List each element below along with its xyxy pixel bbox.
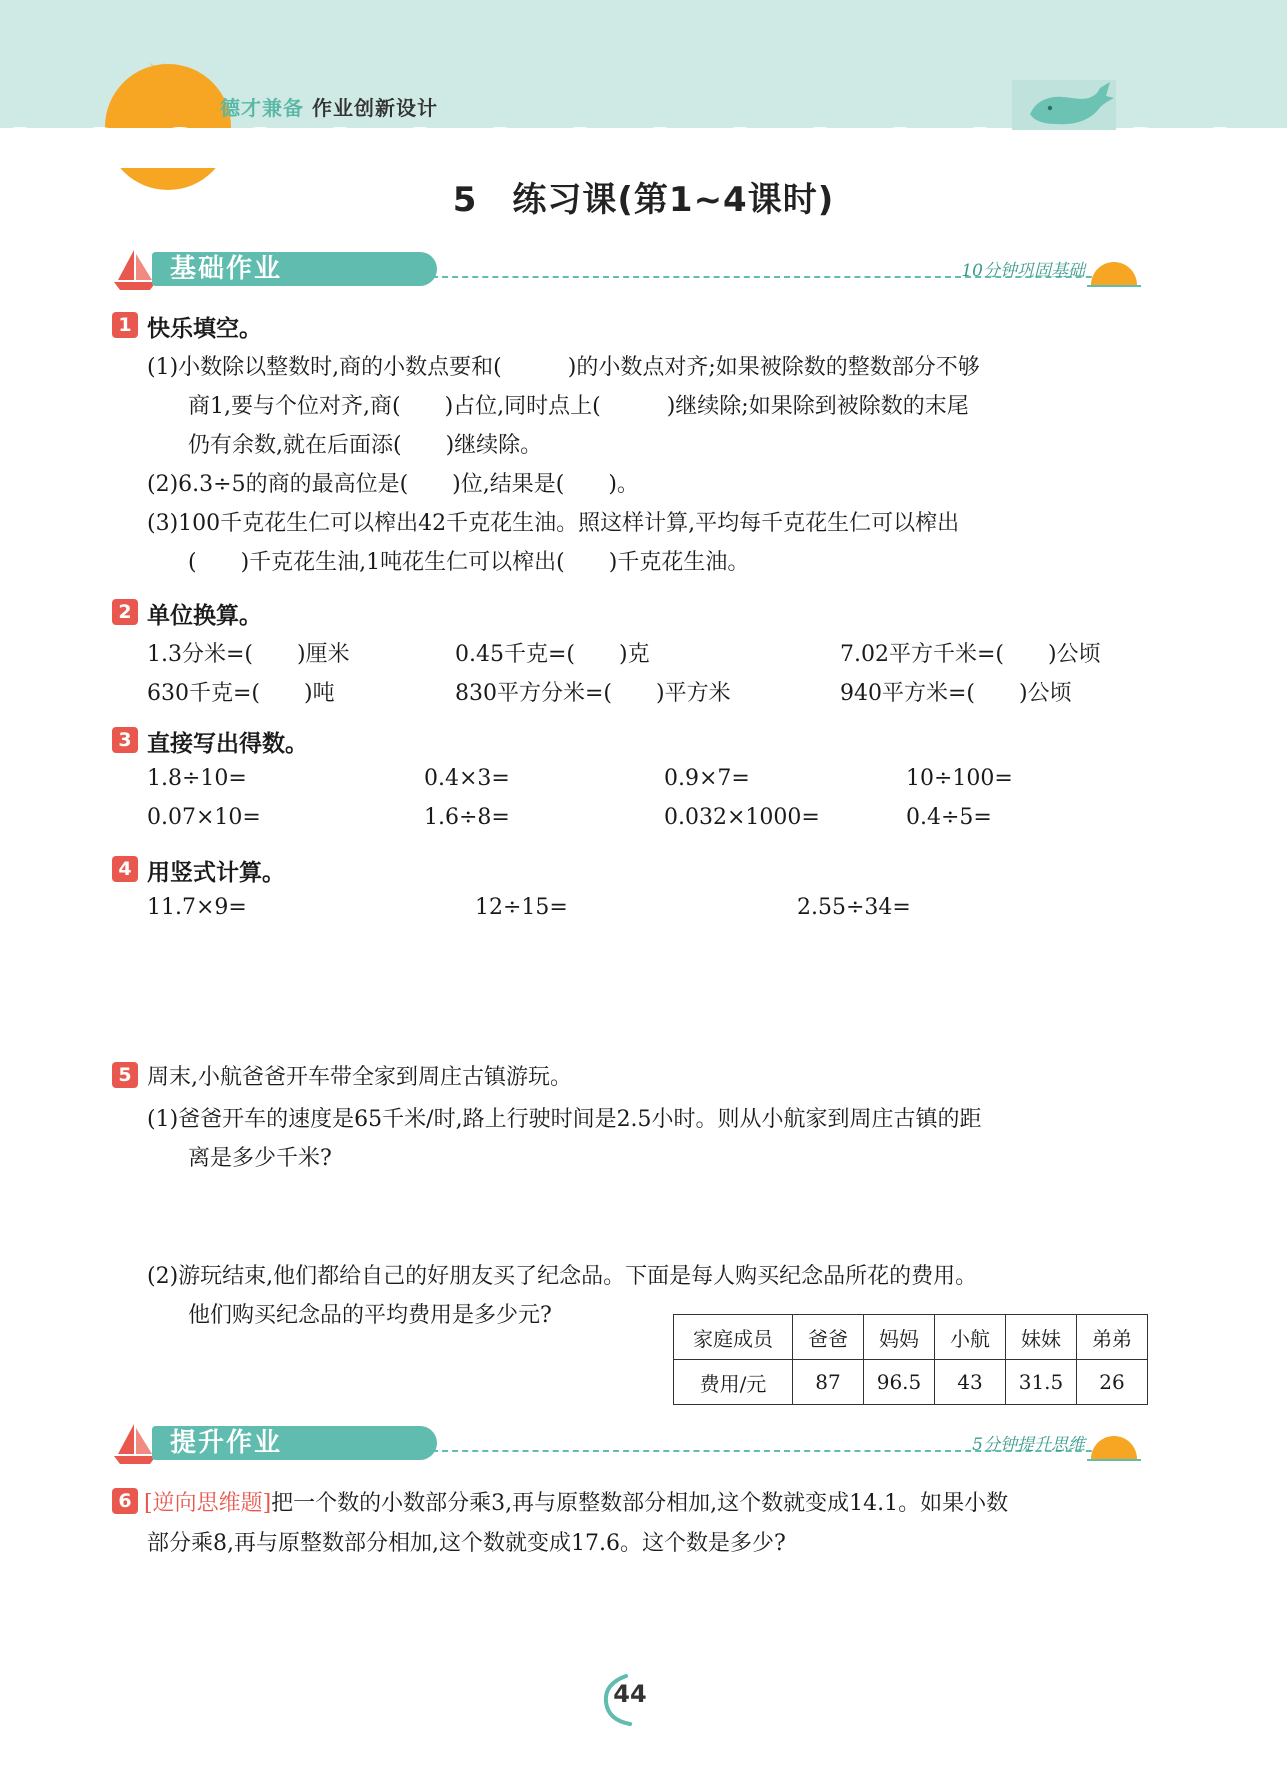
q1-line: ( )千克花生油,1吨花生仁可以榨出( )千克花生油。 [188,550,750,575]
q6-line [144,1486,1008,1517]
table-row [674,1315,1148,1360]
question-title: 用竖式计算。 [147,860,285,886]
table-cell: 小航 [935,1315,1006,1360]
page-number: 44 [613,1680,647,1708]
question-number: 2 [112,599,138,625]
question-number: 5 [112,1062,138,1088]
q1-line: (3)100千克花生仁可以榨出42千克花生油。照这样计算,平均每千克花生仁可以榨出 [147,511,960,536]
conversion-item: 1.3分米=( )厘米 [147,642,350,667]
q5-intro: 周末,小航爸爸开车带全家到周庄古镇游玩。 [147,1065,572,1090]
question-title: 快乐填空。 [147,316,262,342]
q5-part1-line: 离是多少千米? [188,1146,332,1171]
table-header-cell: 费用/元 [674,1360,793,1405]
table-row [674,1360,1148,1405]
banner-label: 提升作业 [170,1428,283,1458]
calc-item: 1.8÷10= [147,766,247,791]
sunset-horizon [1087,1459,1141,1461]
calc-item: 0.032×1000= [664,805,820,830]
table-cell: 妹妹 [1006,1315,1077,1360]
q6-text: 把一个数的小数部分乘3,再与原整数部分相加,这个数就变成14.1。如果小数 [271,1491,1009,1516]
section-banner-basic [112,246,1147,292]
vertical-calc-item: 2.55÷34= [797,895,911,920]
conversion-item: 630千克=( )吨 [147,681,335,706]
sunset-icon [1091,1436,1137,1459]
question-number: 6 [112,1488,138,1514]
calc-item: 0.07×10= [147,805,261,830]
table-cell: 96.5 [864,1360,935,1405]
whale-icon [1010,74,1120,134]
table-cell: 妈妈 [864,1315,935,1360]
table-header-cell: 家庭成员 [674,1315,793,1360]
q5-part2-line: 他们购买纪念品的平均费用是多少元? [188,1303,552,1328]
brand [220,92,438,121]
q6-line: 部分乘8,再与原整数部分相加,这个数就变成17.6。这个数是多少? [147,1531,786,1556]
sunset-horizon [1087,285,1141,287]
q5-part1-line: (1)爸爸开车的速度是65千米/时,路上行驶时间是2.5小时。则从小航家到周庄古镇的距 [147,1107,982,1132]
conversion-item: 940平方米=( )公顷 [840,681,1072,706]
question-number: 3 [112,727,138,753]
banner-label: 基础作业 [170,254,283,284]
question-title: 单位换算。 [147,603,262,629]
calc-item: 0.4×3= [424,766,510,791]
section-banner-advance [112,1420,1147,1466]
question-number: 1 [112,312,138,338]
q1-line: (2)6.3÷5的商的最高位是( )位,结果是( )。 [147,472,639,497]
vertical-calc-item: 12÷15= [475,895,568,920]
q1-line: 仍有余数,就在后面添( )继续除。 [188,433,543,458]
table-cell: 26 [1077,1360,1148,1405]
table-cell: 爸爸 [793,1315,864,1360]
calc-item: 10÷100= [906,766,1013,791]
vertical-calc-item: 11.7×9= [147,895,247,920]
calc-item: 0.9×7= [664,766,750,791]
table-cell: 弟弟 [1077,1315,1148,1360]
table-cell: 87 [793,1360,864,1405]
q1-line: 商1,要与个位对齐,商( )占位,同时点上( )继续除;如果除到被除数的末尾 [188,394,969,419]
conversion-item: 830平方分米=( )平方米 [455,681,731,706]
header-bottom-mask [0,128,1287,168]
cost-table [673,1314,1148,1405]
question-title: 直接写出得数。 [147,731,308,757]
brand-part2: 作业创新设计 [312,96,438,120]
calc-item: 1.6÷8= [424,805,510,830]
table-cell: 43 [935,1360,1006,1405]
banner-hint: 5分钟提升思维 [972,1435,1085,1455]
bird-icon: ︶ [198,81,212,97]
page-title: 5 练习课(第1~4课时) [452,180,835,220]
question-tag: [逆向思维题] [144,1491,272,1516]
calc-item: 0.4÷5= [906,805,992,830]
question-number: 4 [112,856,138,882]
q5-part2-line: (2)游玩结束,他们都给自己的好朋友买了纪念品。下面是每人购买纪念品所花的费用。 [147,1264,978,1289]
q1-line: (1)小数除以整数时,商的小数点要和( )的小数点对齐;如果被除数的整数部分不够 [147,355,980,380]
conversion-item: 7.02平方千米=( )公顷 [840,642,1101,667]
banner-hint: 10分钟巩固基础 [961,261,1085,281]
sunset-icon [1091,262,1137,285]
brand-part1: 德才兼备 [220,96,304,120]
bird-icon: ︶ [150,63,164,79]
table-cell: 31.5 [1006,1360,1077,1405]
conversion-item: 0.45千克=( )克 [455,642,650,667]
